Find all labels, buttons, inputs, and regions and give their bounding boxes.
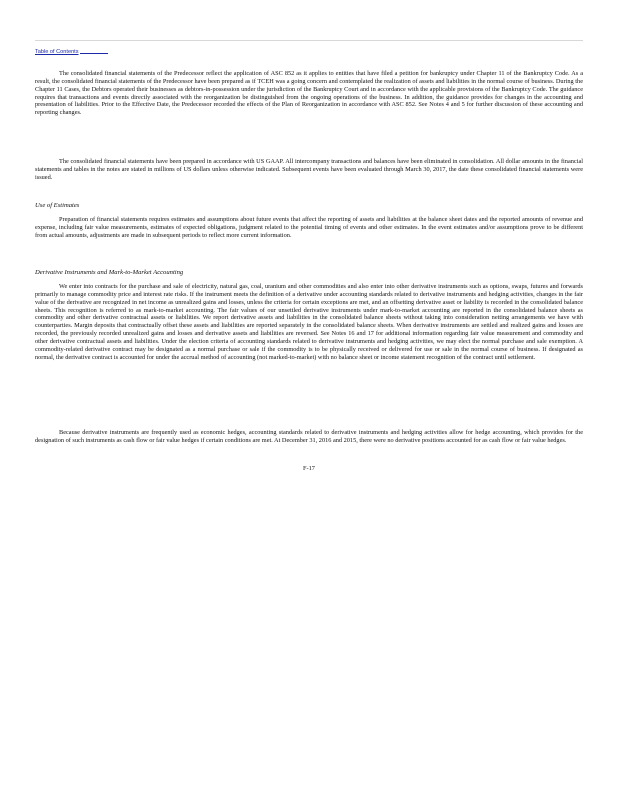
page-number: F-17	[303, 465, 315, 472]
paragraph-asc-852: The consolidated financial statements of the Predecessor reflect the application of ASC 852 as it applies to entities that have filed a petition for bankruptcy under Chapter 11 of the Bankruptcy Code. As a result, the consolidated financial statements of the Predecessor have been prepared as if TCEH was a going concern and contemplated the realization of assets and liabilities in the normal course of business. During the Chapter 11 Cases, the Debtors operated their businesses as debtors-in-possession under the jurisdiction of the Bankruptcy Court and in accordance with the applicable provisions of the Bankruptcy Code. The guidance requires that transactions and events directly associated with the reorganization be distinguished from the ongoing operations of the business. In addition, the guidance provides for changes in the accounting and presentation of liabilities. Prior to the Effective Date, the Predecessor recorded the effects of the Plan of Reorganization in accordance with ASC 852. See Notes 4 and 5 for further discussion of these accounting and reporting changes.	[35, 70, 583, 117]
paragraph-hedges: Because derivative instruments are frequently used as economic hedges, accounting standards related to derivative instruments and hedging activities allow for hedge accounting, which provides for the designation of such instruments as cash flow or fair value hedges if certain conditions are met. At December 31, 2016 and 2015, there were no derivative positions accounted for as cash flow or fair value hedges.	[35, 429, 583, 444]
paragraph-estimates: Preparation of financial statements requires estimates and assumptions about future events that affect the reporting of assets and liabilities at the balance sheet dates and the reported amounts of revenue and expense, including fair value measurements, estimates of expected obligations, judgment related to the potential timing of events and other estimates. In the event estimates and/or assumptions prove to be different from actual amounts, adjustments are made in subsequent periods to reflect more current information.	[35, 216, 583, 239]
heading-use-of-estimates: Use of Estimates	[35, 202, 80, 209]
top-divider	[35, 40, 583, 41]
paragraph-us-gaap: The consolidated financial statements have been prepared in accordance with US GAAP. All intercompany transactions and balances have been eliminated in consolidation. All dollar amounts in the financial statements and tables in the notes are stated in millions of US dollars unless otherwise indicated. Subsequent events have been evaluated through March 30, 2017, the date these consolidated financial statements were issued.	[35, 158, 583, 181]
paragraph-derivatives: We enter into contracts for the purchase and sale of electricity, natural gas, coal, uranium and other commodities and also enter into other derivative instruments such as options, swaps, futures and forwards primarily to manage commodity price and interest rate risks. If the instrument meets the definition of a derivative under accounting standards related to derivative instruments and hedging activities, changes in the fair value of the derivative are recognized in net income as unrealized gains and losses, unless the criteria for certain exceptions are met, and an offsetting derivative asset or liability is recorded in the consolidated balance sheets. This recognition is referred to as mark-to-market accounting. The fair values of our unsettled derivative instruments under mark-to-market accounting are reported in the consolidated balance sheets as commodity and other derivative contractual assets or liabilities. We report derivative assets and liabilities in the consolidated balance sheets without taking into consideration netting arrangements we have with counterparties. Margin deposits that contractually offset these assets and liabilities are reported separately in the consolidated balance sheets. When derivative instruments are settled and realized gains and losses are recorded, the previously recorded unrealized gains and losses and derivative assets and liabilities are reversed. See Notes 16 and 17 for additional information regarding fair value measurement and commodity and other derivative contractual assets and liabilities. Under the election criteria of accounting standards related to derivative instruments and hedging activities, we may elect the normal purchase and sale exemption. A commodity-related derivative contract may be designated as a normal purchase or sale if the commodity is to be physically received or delivered for use or sale in the normal course of business. If designated as normal, the derivative contract is accounted for under the accrual method of accounting (not marked-to-market) with no balance sheet or income statement recognition of the contract until settlement.	[35, 283, 583, 361]
table-of-contents-link[interactable]: Table of Contents	[35, 49, 108, 56]
heading-derivative-instruments: Derivative Instruments and Mark-to-Market Accounting	[35, 269, 184, 276]
